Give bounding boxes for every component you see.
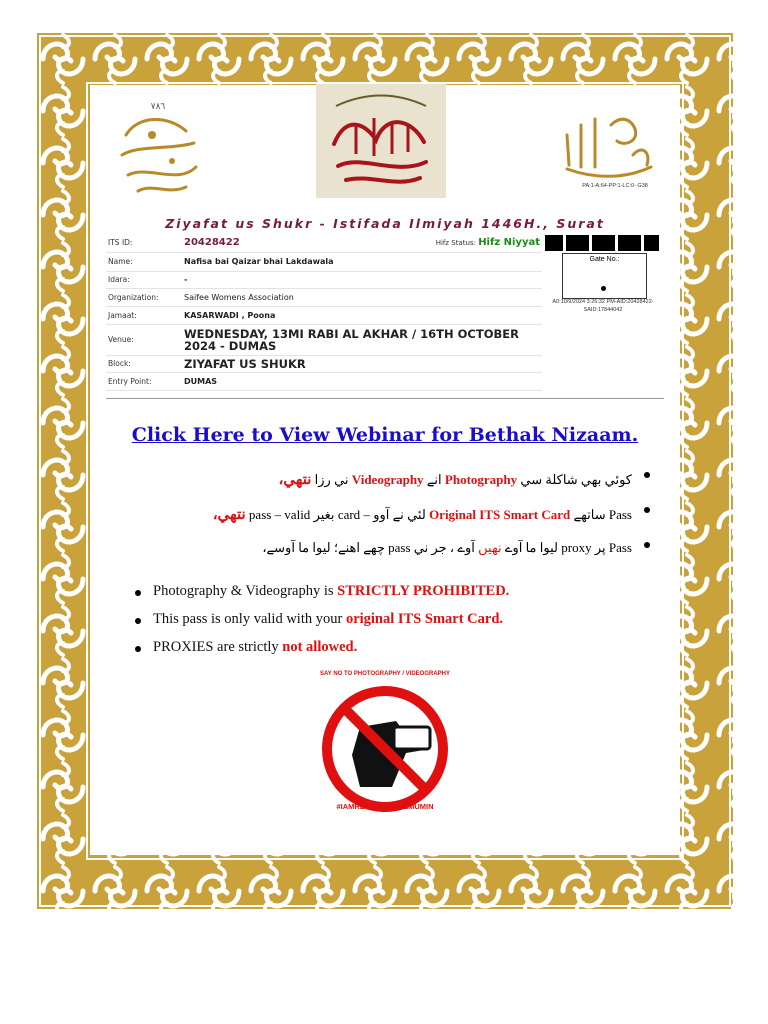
lisan-highlight: Photography [444, 472, 518, 487]
gate-label: Gate No.: [589, 256, 620, 263]
entry-point-label: Entry Point: [106, 372, 182, 390]
gate-dot-icon [601, 286, 606, 291]
english-instructions-list [135, 583, 655, 667]
svg-text:٧٨٦: ٧٨٦ [150, 102, 166, 112]
no-photography-icon [320, 683, 450, 813]
jamaat-value: KASARWADI , Poona [182, 306, 542, 324]
name-value: Nafisa bai Qaizar bhai Lakdawala [182, 252, 542, 271]
venue-value: WEDNESDAY, 13MI RABI AL AKHAR / 16TH OCTOBER 2024 - DUMAS [182, 324, 542, 355]
aid-line-1: A0:10/9/2024 3:26:32 PM-AID:20428422- [552, 299, 654, 305]
aid-line-2: SAID:17844042 [583, 307, 623, 313]
bullet-icon [644, 542, 650, 548]
idara-value: - [182, 271, 542, 288]
hashtag-text: #IAMRESPONSIBLEMUMIN [336, 802, 434, 811]
lisan-text: كوئي بهي شاكلة سي [517, 472, 632, 487]
right-calligraphy-logo-icon [555, 95, 660, 195]
instruction-highlight: not allowed. [282, 639, 358, 655]
list-item [135, 639, 655, 667]
list-item [150, 466, 650, 501]
pass-title: Ziyafat us Shukr - Istifada Ilmiyah 1446H., Surat [165, 216, 605, 231]
list-item [150, 501, 650, 536]
its-value: 20428422 [184, 237, 240, 249]
pass-info-table [106, 234, 542, 391]
table-row [106, 234, 542, 252]
bullet-icon [644, 507, 650, 513]
organization-value: Saifee Womens Association [182, 288, 542, 306]
lisan-instructions-list [150, 466, 650, 571]
entry-point-value: DUMAS [182, 372, 542, 390]
venue-label: Venue: [106, 324, 182, 355]
lisan-highlight: Videography [351, 472, 424, 487]
block-value: ZIYAFAT US SHUKR [182, 355, 542, 372]
lisan-highlight: نتهي، [278, 472, 312, 488]
table-row [106, 271, 542, 288]
table-row [106, 324, 542, 355]
instruction-text: Photography & Videography is [153, 583, 338, 599]
list-item [135, 611, 655, 639]
lisan-highlight: نتهي، [212, 507, 246, 523]
organization-label: Organization: [106, 288, 182, 306]
lisan-text: Pass ساتهے [570, 507, 632, 522]
center-calligraphy-logo [316, 84, 446, 198]
logo-code-text: PA:1-A:64-PP:1-LC:0- G38 [582, 183, 648, 189]
webinar-link[interactable]: Click Here to View Webinar for Bethak Nizaam. [131, 424, 639, 446]
its-label: ITS ID: [106, 234, 182, 252]
lisan-text: انے [423, 472, 445, 487]
instruction-highlight: original ITS Smart Card. [345, 611, 504, 627]
table-row [106, 355, 542, 372]
bullet-icon [135, 618, 141, 624]
jamaat-label: Jamaat: [106, 306, 182, 324]
lisan-text: آوے ، جر ني pass چهے اهنے؛ ليوا ما آوسے، [262, 540, 479, 555]
list-item [135, 583, 655, 611]
bullet-icon [135, 646, 141, 652]
list-item [150, 536, 650, 571]
its-cell [182, 234, 542, 252]
idara-label: Idara: [106, 271, 182, 288]
lisan-text: Pass پر proxy ليوا ما آوے [501, 540, 632, 555]
bullet-icon [644, 472, 650, 478]
divider [106, 398, 664, 399]
lisan-highlight: Original ITS Smart Card [429, 507, 571, 522]
istifada-logo-icon [316, 84, 446, 198]
redacted-barcode [545, 235, 659, 251]
table-row [106, 306, 542, 324]
sign-caption: SAY NO TO PHOTOGRAPHY / VIDEOGRAPHY [319, 671, 451, 677]
table-row [106, 288, 542, 306]
hifz-status-value: Hifz Niyyat [478, 237, 540, 249]
instruction-text: PROXIES are strictly [153, 639, 283, 655]
aid-text [543, 298, 663, 314]
instruction-highlight: STRICTLY PROHIBITED. [337, 583, 510, 599]
hifz-label: Hifz Status: [435, 239, 476, 248]
lisan-text: لئي نے آوو – card بغير pass – valid [245, 507, 430, 522]
name-label: Name: [106, 252, 182, 271]
instruction-text: This pass is only valid with your [153, 611, 346, 627]
gate-number-box [562, 253, 647, 299]
bullet-icon [135, 590, 141, 596]
left-calligraphy-logo-icon [108, 95, 208, 205]
table-row [106, 252, 542, 271]
block-label: Block: [106, 355, 182, 372]
lisan-text: ني رزا [311, 472, 352, 487]
lisan-highlight: نهيں [478, 540, 502, 555]
table-row [106, 372, 542, 390]
